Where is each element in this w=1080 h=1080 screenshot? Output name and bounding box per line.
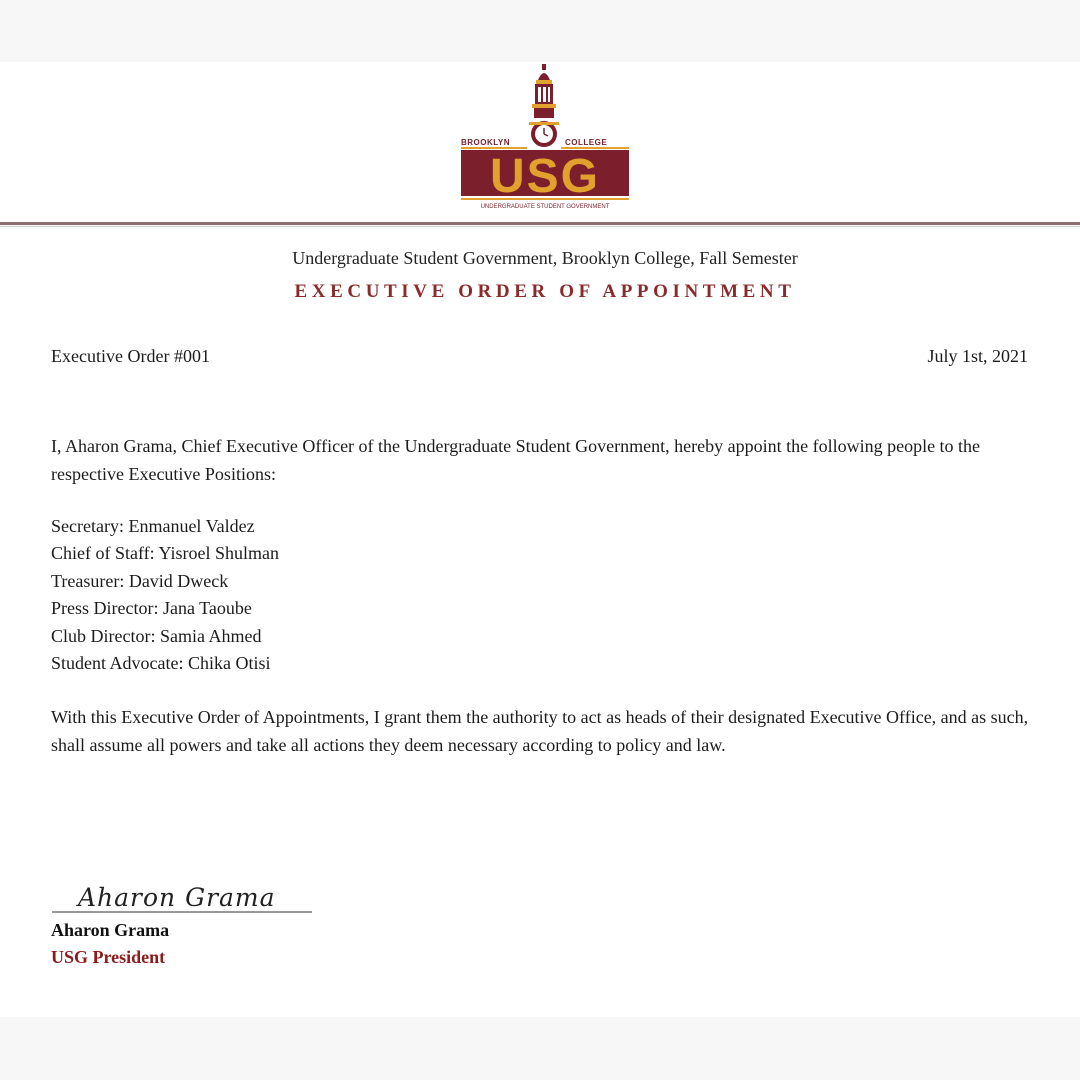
executive-order-number: Executive Order #001 xyxy=(51,346,210,366)
order-date: July 1st, 2021 xyxy=(927,346,1028,366)
appointment-treasurer: Treasurer: David Dweck xyxy=(51,570,229,591)
logo-text-usg: USG xyxy=(489,150,601,203)
logo-text-college: COLLEGE xyxy=(565,138,608,147)
appointment-secretary: Secretary: Enmanuel Valdez xyxy=(51,516,255,536)
appointment-chief-of-staff: Chief of Staff: Yisroel Shulman xyxy=(51,543,279,564)
logo-text-brooklyn: BROOKLYN xyxy=(461,138,511,147)
header-divider xyxy=(0,222,1080,225)
appointment-club-director: Club Director: Samia Ahmed xyxy=(51,625,262,646)
header-divider-light xyxy=(0,226,1080,227)
signature-script: Aharon Grama xyxy=(78,883,276,912)
intro-paragraph: I, Aharon Grama, Chief Executive Officer of the Undergraduate Student Government, hereby appoint the following people to the respective Executive Positions: xyxy=(51,436,981,484)
usg-logo xyxy=(455,62,635,214)
appointment-student-advocate: Student Advocate: Chika Otisi xyxy=(51,653,271,674)
signer-name: Aharon Grama xyxy=(51,920,170,940)
signer-title: USG President xyxy=(51,947,166,967)
document-title: EXECUTIVE ORDER OF APPOINTMENT xyxy=(294,281,796,302)
closing-paragraph: With this Executive Order of Appointments, I grant them the authority to act as heads of their designated Executive Office, and as such, shall assume all powers and take all actions they deem necessary according to policy and law. xyxy=(51,707,1029,755)
document-page xyxy=(0,62,1080,1017)
appointments-list xyxy=(51,513,279,677)
appointment-press-director: Press Director: Jana Taoube xyxy=(51,598,252,619)
handwritten-signature xyxy=(50,874,330,918)
organization-line: Undergraduate Student Government, Brooklyn College, Fall Semester xyxy=(292,248,798,268)
logo-text-subtitle: UNDERGRADUATE STUDENT GOVERNMENT xyxy=(480,204,610,210)
